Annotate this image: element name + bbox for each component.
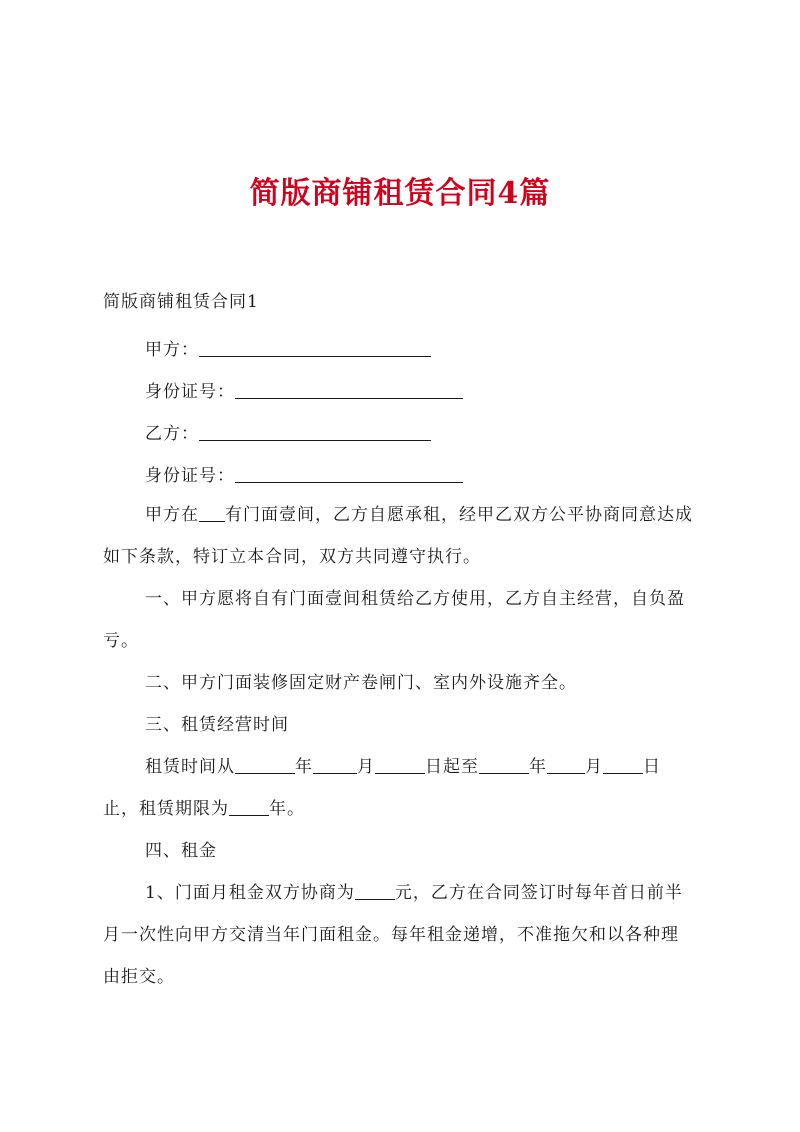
clause3-heading: 三、租赁经营时间 [145,715,289,735]
party-b-id-label: 身份证号： [145,466,235,486]
party-a-label: 甲方： [145,340,199,360]
clause1-line-1: 一、甲方愿将自有门面壹间租赁给乙方使用，乙方自主经营，自负盈 [145,589,685,609]
end-day-blank [603,755,643,774]
rent-line-3: 由拒交。 [103,967,175,987]
day-from-text: 日起至 [425,757,479,777]
start-month-blank [313,755,357,774]
clause2-line: 二、甲方门面装修固定财产卷闸门、室内外设施齐全。 [145,673,577,693]
party-b-blank [199,422,431,441]
start-day-blank [375,755,425,774]
term-years-unit: 年。 [269,799,305,819]
party-b-id-blank [235,464,463,483]
party-b-line [145,419,745,444]
end-year-blank [479,755,529,774]
party-a-id-label: 身份证号： [145,382,235,402]
party-a-blank [199,338,431,357]
clause4-heading: 四、租金 [145,841,217,861]
location-blank [199,503,225,522]
intro-text-b: 有门面壹间，乙方自愿承租，经甲乙双方公平协商同意达成 [225,505,693,525]
rent-line-2: 月一次性向甲方交清当年门面租金。每年租金递增，不准拖欠和以各种理 [103,925,679,945]
rent-text-b: 元，乙方在合同签订时每年首日前半 [394,883,683,903]
term-line-2 [103,794,703,819]
party-a-line [145,335,745,360]
start-year-blank [235,755,295,774]
party-a-id-line [145,377,745,402]
clause1-line-2: 亏。 [103,631,139,651]
intro-line-1 [145,500,745,525]
party-b-label: 乙方： [145,424,199,444]
rent-line-1 [145,878,745,903]
term-from-text: 租赁时间从 [145,757,235,777]
rent-text-a: 1、门面月租金双方协商为 [145,883,355,903]
party-a-id-blank [235,380,463,399]
month-text: 月 [357,757,375,777]
end-month-blank [547,755,585,774]
contract-subtitle: 简版商铺租赁合同1 [103,292,259,312]
day-end-text: 日 [643,757,661,777]
party-b-id-line [145,461,745,486]
intro-text-a: 甲方在 [145,505,199,525]
intro-line-2: 如下条款，特订立本合同，双方共同遵守执行。 [103,547,481,567]
term-line-1 [145,752,745,777]
year-text-2: 年 [529,757,547,777]
rent-amount-blank [355,881,395,900]
term-period-text: 止，租赁期限为 [103,799,229,819]
document-title: 简版商铺租赁合同4篇 [249,176,551,211]
year-text: 年 [295,757,313,777]
month-text-2: 月 [585,757,603,777]
term-years-blank [229,797,269,816]
